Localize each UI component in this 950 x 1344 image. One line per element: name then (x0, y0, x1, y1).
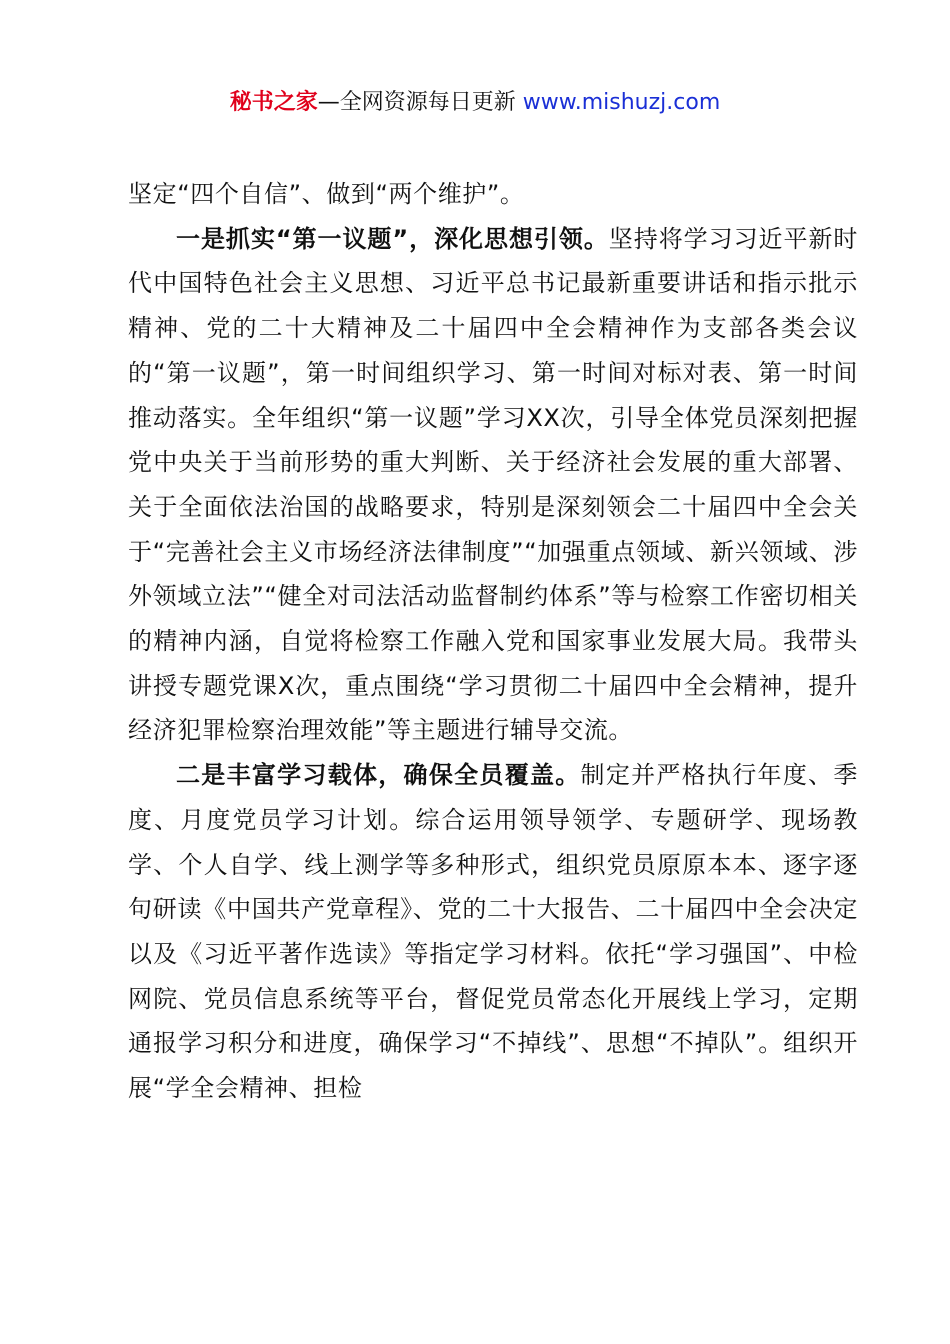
paragraph-continuation (128, 172, 858, 217)
document-body (128, 172, 858, 1111)
site-url[interactable]: www.mishuzj.com (522, 90, 721, 115)
paragraph-text: 坚持将学习习近平新时代中国特色社会主义思想、习近平总书记最新重要讲话和指示批示精神、党的二十大精神及二十届四中全会精神作为支部各类会议的“第一议题”，第一时间组织学习、第一时间对标对表、第一时间推动落实。全年组织“第一议题”学习XX次，引导全体党员深刻把握党中央关于当前形势的重大判断、关于经济社会发展的重大部署、关于全面依法治国的战略要求，特别是深刻领会二十届四中全会关于“完善社会主义市场经济法律制度”“加强重点领域、新兴领域、涉外领域立法”“健全对司法活动监督制约体系”等与检察工作密切相关的精神内涵，自觉将检察工作融入党和国家事业发展大局。我带头讲授专题党课X次，重点围绕“学习贯彻二十届四中全会精神，提升经济犯罪检察治理效能”等主题进行辅导交流。 (128, 224, 858, 745)
paragraph-lead: 二是丰富学习载体，确保全员覆盖。 (176, 761, 581, 790)
paragraph-lead: 一是抓实“第一议题”，深化思想引领。 (176, 224, 609, 253)
paragraph-first-item (128, 217, 858, 753)
paragraph-text: 制定并严格执行年度、季度、月度党员学习计划。综合运用领导领学、专题研学、现场教学、个人自学、线上测学等多种形式，组织党员原原本本、逐字逐句研读《中国共产党章程》、党的二十大报告、二十届四中全会决定以及《习近平著作选读》等指定学习材料。依托“学习强国”、中检网院、党员信息系统等平台，督促党员常态化开展线上学习，定期通报学习积分和进度，确保学习“不掉线”、思想“不掉队”。组织开展“学全会精神、担检 (128, 761, 858, 1103)
site-tagline: —全网资源每日更新 (317, 90, 523, 115)
paragraph-second-item (128, 753, 858, 1111)
site-brand: 秘书之家 (229, 90, 318, 115)
paragraph-text: 坚定“四个自信”、做到“两个维护”。 (128, 180, 525, 208)
site-header (0, 88, 950, 118)
